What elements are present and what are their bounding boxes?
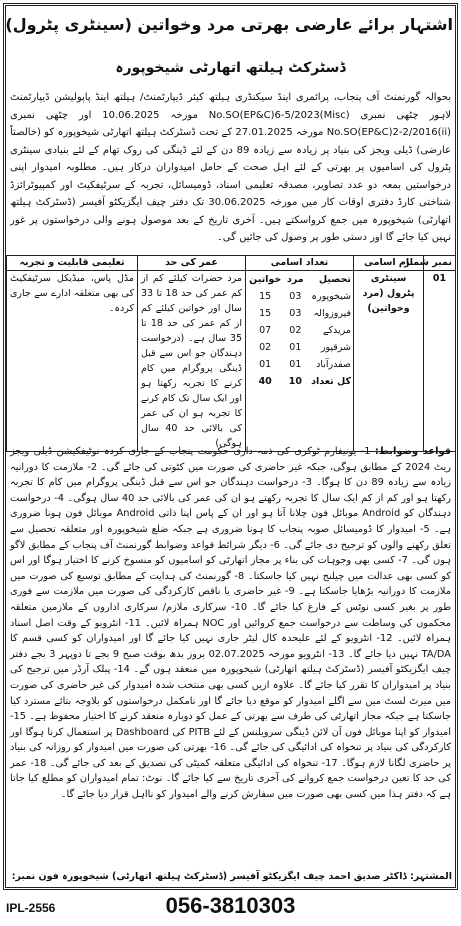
quota-total-row: [246, 373, 353, 390]
quota-tehsil: مریدکے: [322, 325, 351, 336]
ipl-reference: IPL-2556: [6, 901, 56, 915]
advertiser-line: المشتہر: ڈاکٹر صدیق احمد چیف ایگزیکٹو آفیسر (ڈسٹرکٹ ہیلتھ اتھارٹی) شیخوپورہ فون نمبر:: [11, 871, 452, 882]
quota-male: 03: [289, 291, 302, 302]
quota-row: [246, 339, 353, 356]
quota-total-label: کل تعداد: [311, 376, 351, 387]
quota-female: 02: [259, 342, 272, 353]
quota-total-female: 40: [258, 376, 272, 387]
ad-subtitle: ڈسٹرکٹ ہیلتھ اتھارٹی شیخوپورہ: [115, 60, 346, 76]
quota-tehsil: صفدرآباد: [316, 359, 351, 370]
header-qualification: تعلیمی قابلیت و تجربہ: [7, 256, 138, 271]
quota-row: [246, 322, 353, 339]
terms-and-conditions: [10, 444, 451, 868]
quota-male: 03: [289, 308, 302, 319]
row-post-count: [246, 271, 354, 452]
vacancy-table-head: [7, 256, 456, 271]
quota-male: 01: [289, 342, 302, 353]
quota-female: 15: [259, 291, 272, 302]
vacancy-table-body: [7, 271, 456, 452]
header-serial: نمبر شمار: [424, 256, 456, 271]
terms-label: قواعد وضوابط:: [374, 446, 451, 457]
quota-male: 02: [289, 325, 302, 336]
quota-tehsil: شرقپور: [320, 342, 351, 353]
header-post-count: تعداد اسامی: [246, 256, 354, 271]
table-row: [7, 271, 456, 452]
intro-paragraph: بحوالہ گورنمنٹ آف پنجاب، پرائمری اینڈ سیکنڈری ہیلتھ کیئر ڈیپارٹمنٹ/ ہیلتھ اینڈ پاپولیشن ڈیپارٹمنٹ لاہور چٹھی نمبری No.SO(EP&C)6-5/2023(Misc) مورخہ 10.06.2025 اور چٹھی نمبری No.SO(EP&C)2-2/2016(ii) مورخہ 27.01.2025 کے تحت ڈسٹرکٹ ہیلتھ اتھارٹی شیخوپورہ کو (خالصتاً عارضی) ڈیلی ویجز کی بنیاد پر زیادہ سے زیادہ 89 دن کے لئے ڈینگی کی روک تھام کے لئے بنیادی سینٹری پٹرول کی اسامیوں پر بھرتی کے لئے اہل صحت کے حامل امیدواران درکار ہیں۔ مطلوبہ امیدوار اپنی درخواستیں بمعہ دو عدد تصاویر، مصدقہ تعلیمی اسناد، ڈومیسائل، تجربہ کے سرٹیفکیٹ اور کمپیوٹرائزڈ شناختی کارڈ دفتری اوقات کار میں مورخہ 30.06.2025 تک دفتر چیف ایگزیکٹو آفیسر (ڈسٹرکٹ ہیلتھ اتھارٹی) شیخوپورہ میں جمع کرواسکتے ہیں۔ آخری تاریخ کے بعد موصول ہونے والی درخواستوں پر غور نہیں کیا جائے گا اور دستی طور پر وصول کی جائیں گی۔: [10, 92, 452, 243]
quota-row: [246, 288, 353, 305]
phone-number: 056-3810303: [165, 893, 296, 918]
quota-female: 07: [259, 325, 272, 336]
header-post-name: نام اسامی: [354, 256, 424, 271]
quota-header-female: خواتین: [249, 274, 282, 285]
row-post-name: سینٹری پٹرول (مرد وخواتین): [354, 271, 424, 452]
quota-header-male: مرد: [287, 274, 304, 285]
quota-row: [246, 305, 353, 322]
row-serial: 01: [424, 271, 456, 452]
tehsil-quota-table: [246, 271, 353, 390]
quota-tehsil: شیخوپورہ: [311, 291, 351, 302]
quota-female: 15: [259, 308, 272, 319]
quota-tehsil: فیروزوالہ: [313, 308, 351, 319]
quota-total-male: 10: [288, 376, 302, 387]
quota-row: [246, 356, 353, 373]
quota-header-tehsil: تحصیل: [318, 274, 351, 285]
quota-header-row: [246, 271, 353, 288]
quota-female: 01: [259, 359, 272, 370]
row-qualification: مڈل پاس، میڈیکل سرٹیفکیٹ کی بھی متعلقہ ادارے سے جاری کردہ۔: [7, 271, 138, 452]
header-age-limit: عمر کی حد: [138, 256, 246, 271]
vacancy-table-header-row: [7, 256, 456, 271]
row-age-limit: مرد حضرات کیلئے کم از کم عمر کی حد 18 تا 33 سال اور خواتین کیلئے کم از کم عمر کی حد 18 تا 35 سال ہے۔ (درخواست دہندگان جو اس سے قبل ڈینگی پروگرام میں کام کرنے کا تجربہ رکھتا ہو اور ایک سال تک کام کرنے کا تجربہ ہو ان کی عمر کی بالائی حد 40 سال ہوگی): [138, 271, 246, 452]
terms-text: 1- یونیفارم ٹوکری کی ذمہ داری حکومت پنجاب کے جاری کردہ نوٹیفکیشن ڈیلی ویجز ریٹ 2024 کے مطابق ہوگی، جبکہ غیر حاضری کی صورت میں کٹوتی کی جائے گی۔ 2- ملازمت کا دورانیہ زیادہ سے زیادہ 89 دن کا ہوگا۔ 3- درخواست دہندگان جو اس سے قبل ڈینگی پروگرام میں کام کا تجربہ رکھتا ہو اور کم از کم ایک سال کا تجربہ رکھتے ہو ان کی عمر کی بالائی حد 40 سال ہوگی۔ 4- درخواست دہندگان کو Android موبائل فون چلانا آتا ہو اور ان کے پاس اپنا ذاتی Android موبائل فون ہونا ضروری ہے۔ 5- امیدوار کا ڈومیسائل صوبہ پنجاب کا ہونا ضروری ہے جبکہ ضلع شیخوپورہ اور متعلقہ تحصیل سے تعلق رکھنے والوں کو ترجیح دی جائے گی۔ 6- دیگر شرائط قواعد وضوابط گورنمنٹ آف پنجاب کے مطابق لاگو ہوں گی۔ 7- کسی بھی وجوہات کی بناء پر مجاز اتھارٹی کو اسامیوں کو منسوخ کرنے کا اختیار ہوگا اور اس کو کسی بھی عدالت میں چیلنج نہیں کیا جاسکتا۔ 8- گورنمنٹ کی ہدایت کے مطابق توسیع کی صورت میں ملازمت کا دورانیہ بڑھایا جاسکتا ہے۔ 9- غیر حاضری یا ناقص کارکردگی کی صورت میں ملازمت سے فوری طور پر بغیر کسی نوٹس کے فارغ کیا جائے گا۔ 10- سرکاری ملازم/ سرکاری اداروں کے ملازمین متعلقہ محکموں کی وساطت سے درخواست جمع کروائیں اور NOC ہمراہ لائیں۔ 11- انٹرویو کے وقت اصل اسناد ہمراہ لائیں۔ 12- انٹرویو کے لئے علیحدہ کال لیٹر جاری نہیں کیا جائے گا اور امیدواران کو کسی قسم کا TA/DA نہیں دیا جائے گا۔ 13- انٹرویو مورخہ 02.07.2025 بروز بدھ بوقت صبح 9 بجے تا دوپہر 3 بجے دفتر چیف ایگزیکٹو آفیسر (ڈسٹرکٹ ہیلتھ اتھارٹی) شیخوپورہ میں منعقد ہوں گے۔ 14- پبلک آرڈر میں ترجیح کی بنیاد پر امیدواران کا تقرر کیا جائے گا۔ علاوہ ازیں کسی بھی منتخب شدہ امیدوار کی غیر حاضری کی صورت میں میرٹ لسٹ میں سے اگلے امیدوار کو موقع دیا جائے گا اور نامکمل درخواستوں کو بلاوجہ بتائے مسترد کیا جاسکتا ہے جبکہ مجاز اتھارٹی کی طرف سے بھرتی کے عمل کو دوبارہ منعقد کرنے کا اختیار محفوظ ہے۔ 15- امیدوار کو اپنا موبائل فون آن لائن ڈینگی سرویلنس کے لئے PITB کی Dashboard پر استعمال کرنا ہوگا اور کارکردگی کی بنیاد پر تنخواہ کی ادائیگی کی جائے گی۔ 16- بھرتی کی صورت میں امیدوار کو روزانہ کی بنیاد پر حاضری لگانا لازم ہوگا۔ 17- تنخواہ کی ادائیگی متعلقہ کمیٹی کی تصدیق کے بعد کی جائے گی۔ 18- عمر کی حد کا تعین درخواست جمع کروانے کی آخری تاریخ سے کیا جائے گا۔ نوٹ: تمام امیدواران کو مطلع کیا جاتا ہے کہ دفتر ہذا میں کسی بھی صورت میں سفارش کرنے والے امیدوار کو نااہل قرار دیا جائے گا۔: [10, 446, 452, 801]
ad-title: اشتہار برائے عارضی بھرتی مرد وخواتین (سینٹری پٹرول): [5, 15, 453, 34]
quota-male: 01: [289, 359, 302, 370]
vacancy-table: [6, 255, 456, 452]
